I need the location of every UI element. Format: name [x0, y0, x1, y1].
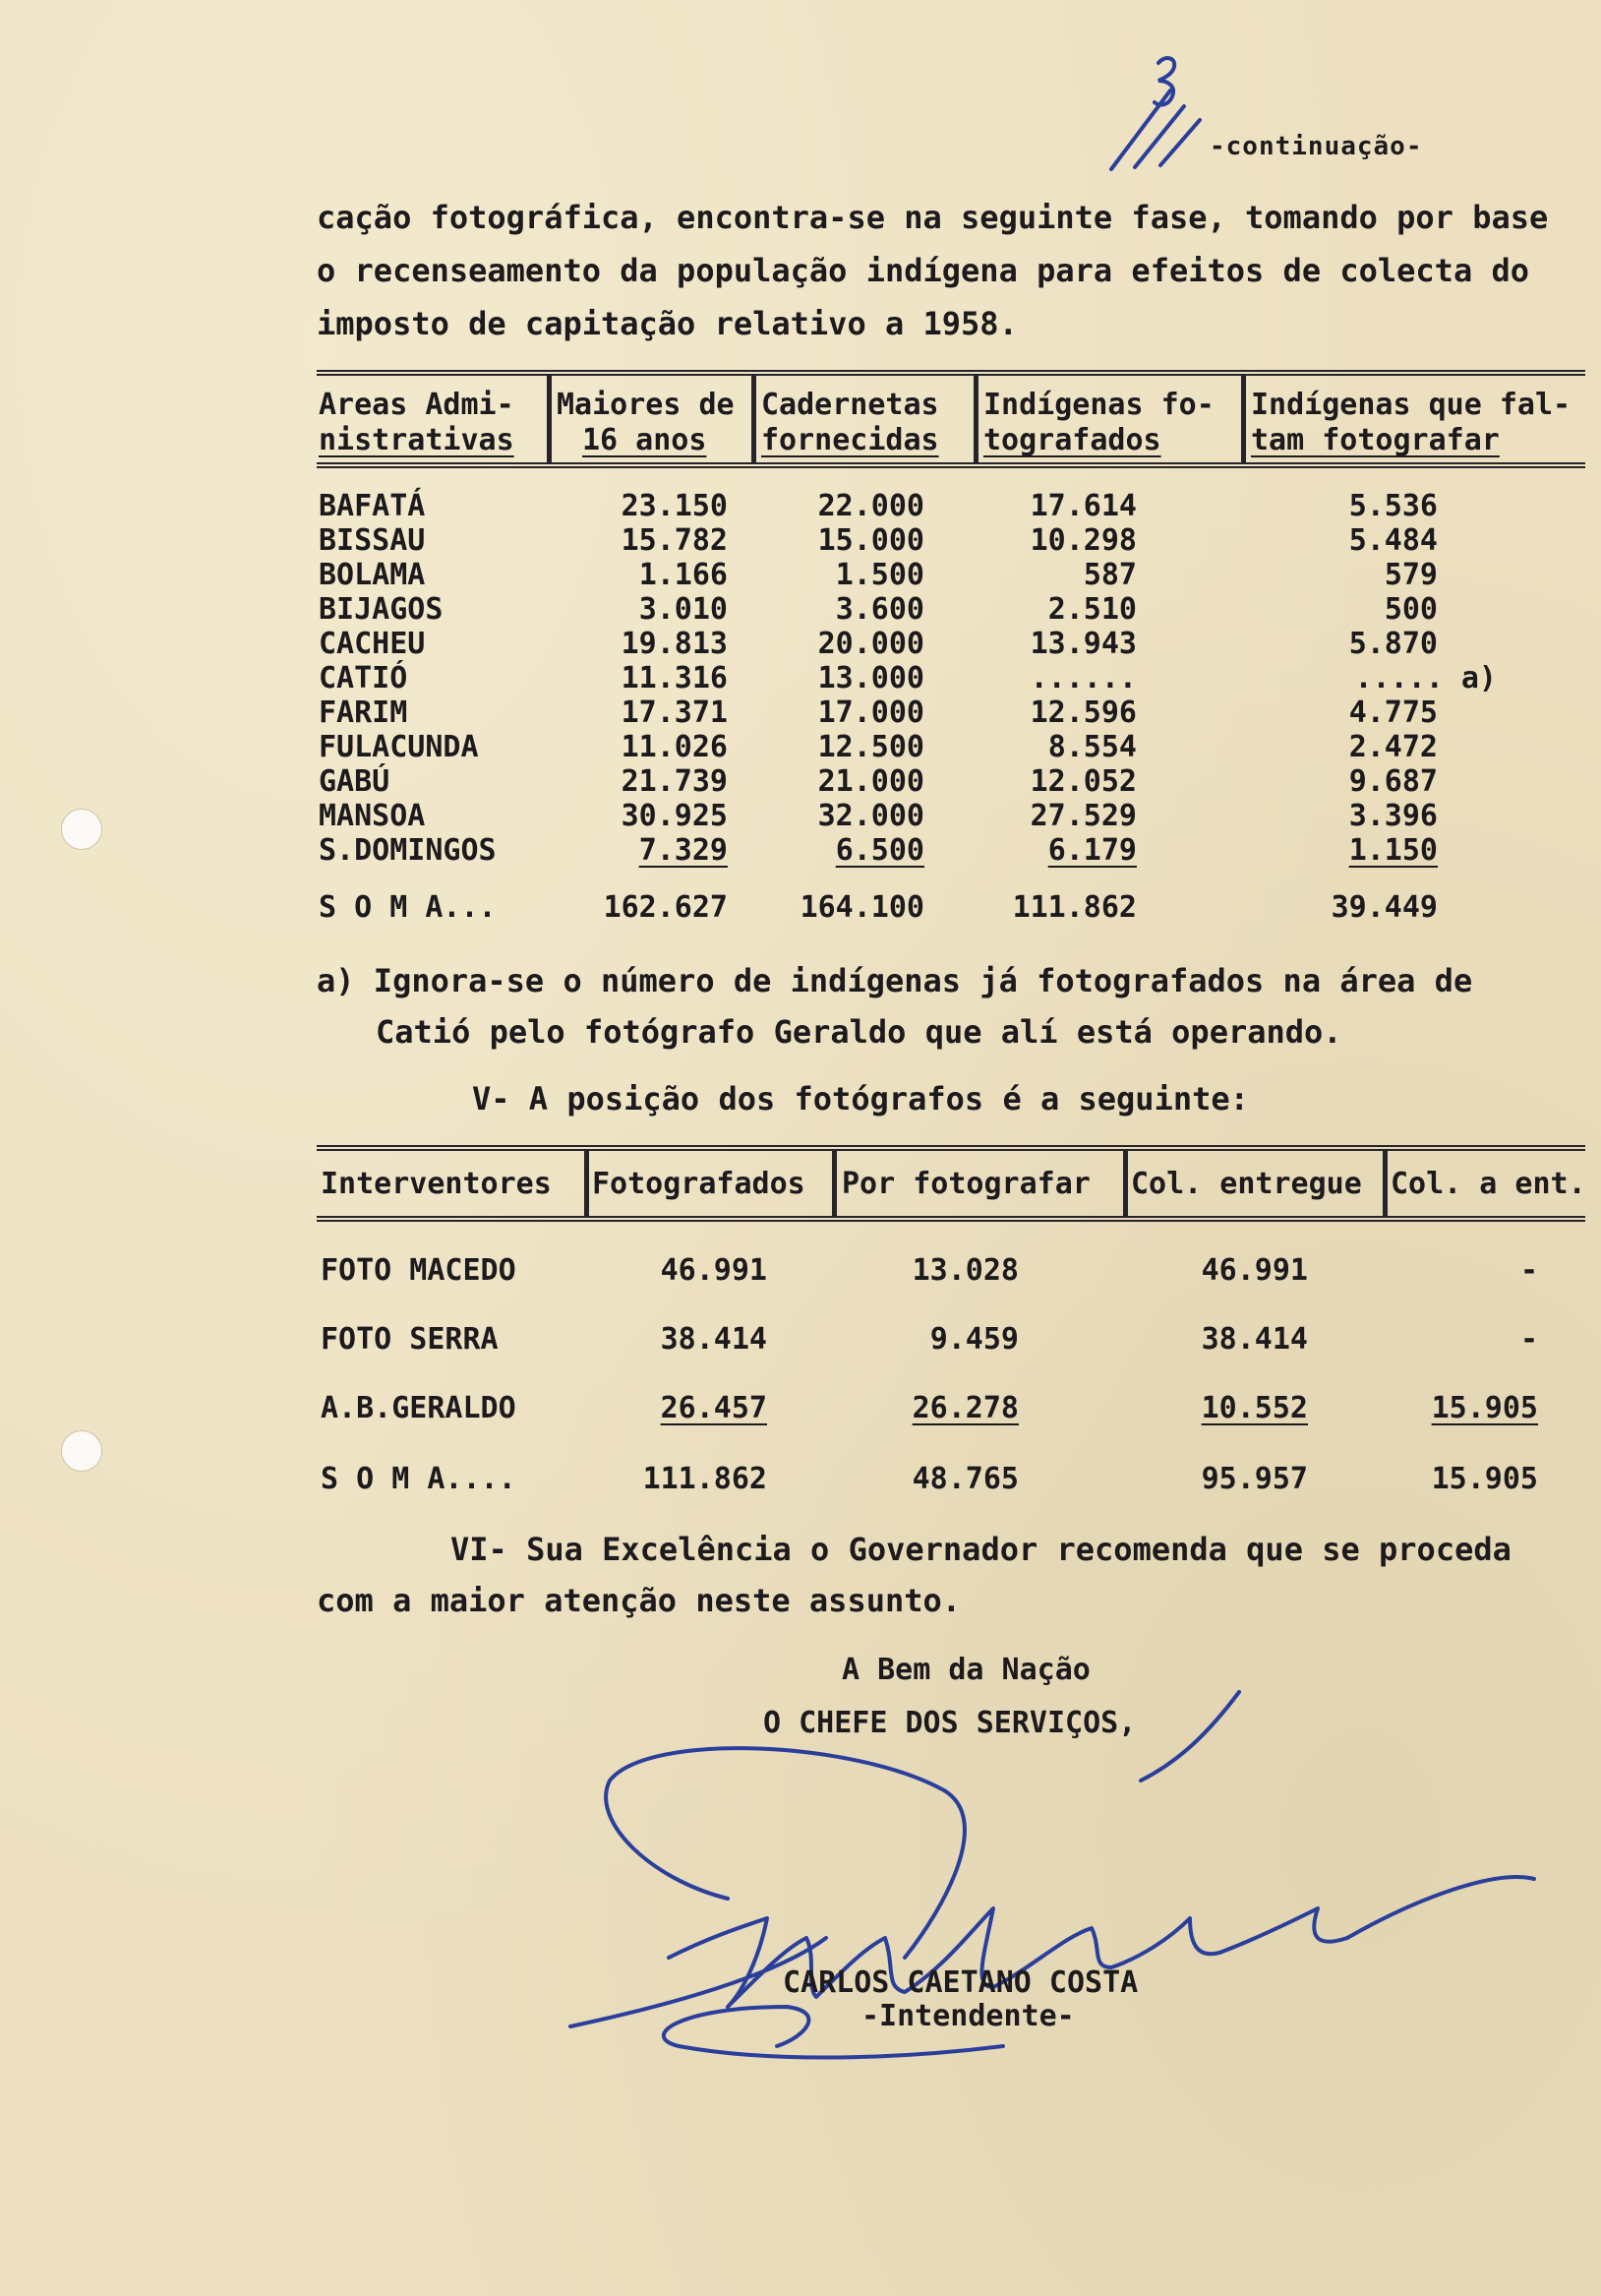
footnote-line-2: Catió pelo fotógrafo Geraldo que alí está operando. — [376, 1013, 1342, 1051]
table1-cell-maiores: 30.925 — [621, 799, 728, 833]
table1-cell-maiores: 7.329 — [638, 833, 728, 868]
table1-top-rule — [317, 370, 1585, 376]
table2-col-divider — [584, 1151, 589, 1216]
table1-cell-maiores: 15.782 — [621, 523, 728, 558]
table1-col-divider — [547, 376, 552, 462]
table1-cell-maiores: 11.316 — [621, 661, 728, 695]
punch-hole-bottom — [61, 1430, 102, 1472]
table1-col-divider — [751, 376, 756, 462]
table1-cell-faltam: 9.687 — [1348, 764, 1438, 799]
table2-cell-a_entregar: - — [1519, 1322, 1538, 1357]
table2-header-entregue: Col. entregue — [1131, 1167, 1362, 1201]
table1-cell-fotografados: 13.943 — [1030, 627, 1137, 661]
table1-cell-faltam: 4.775 — [1348, 695, 1438, 730]
salutation: A Bem da Nação — [842, 1653, 1091, 1687]
table1-cell-fotografados: 10.298 — [1030, 523, 1137, 558]
table2-cell-entregue: 46.991 — [1201, 1253, 1308, 1288]
table1-total-fotografados: 111.862 — [1012, 890, 1137, 925]
table1-cell-area: S.DOMINGOS — [319, 833, 497, 868]
table2-cell-por_fotografar: 13.028 — [912, 1253, 1019, 1288]
table1-cell-faltam: 3.396 — [1348, 799, 1438, 833]
table2-header-fotografados: Fotografados — [592, 1167, 805, 1201]
intro-line-1: cação fotográfica, encontra-se na seguinte fase, tomando por base — [317, 199, 1549, 236]
table1-col-divider — [1241, 376, 1246, 462]
intro-line-2: o recenseamento da população indígena para efeitos de colecta do — [317, 252, 1529, 289]
table2-cell-entregue: 10.552 — [1201, 1391, 1308, 1425]
table1-cell-cadernetas: 12.500 — [817, 730, 924, 764]
table2-total-fotografados: 111.862 — [642, 1462, 767, 1496]
table2-total-label: S O M A.... — [321, 1462, 516, 1496]
table1-cell-fotografados: 27.529 — [1030, 799, 1137, 833]
table1-cell-maiores: 3.010 — [638, 592, 728, 627]
table2-cell-por_fotografar: 9.459 — [929, 1322, 1019, 1357]
table1-header-rule — [317, 462, 1585, 468]
table1-cell-area: FULACUNDA — [319, 730, 479, 764]
table1-total-cadernetas: 164.100 — [800, 890, 924, 925]
table1-cell-cadernetas: 32.000 — [817, 799, 924, 833]
table2-header-a-entregar: Col. a ent. — [1391, 1167, 1586, 1201]
continuation-header: -continuação- — [1210, 132, 1423, 161]
table1-total-label: S O M A... — [319, 890, 497, 925]
table2-cell-entregue: 38.414 — [1201, 1322, 1308, 1357]
table2-cell-fotografados: 46.991 — [660, 1253, 767, 1288]
table1-cell-maiores: 17.371 — [621, 695, 728, 730]
table2-col-divider — [832, 1151, 837, 1216]
table1-header-cadernetas: Cadernetas fornecidas — [761, 388, 939, 457]
table1-cell-maiores: 19.813 — [621, 627, 728, 661]
table1-cell-fotografados: 12.596 — [1030, 695, 1137, 730]
table1-header-faltam: Indígenas que fal- tam fotografar — [1251, 388, 1571, 457]
section-6-line-2: com a maior atenção neste assunto. — [317, 1582, 962, 1619]
table1-cell-area: BOLAMA — [319, 558, 426, 592]
table1-cell-maiores: 23.150 — [621, 489, 728, 523]
table1-cell-faltam: 2.472 — [1348, 730, 1438, 764]
table1-cell-area: BAFATÁ — [319, 489, 426, 523]
table2-header-rule — [317, 1216, 1585, 1222]
section-5-heading: V- A posição dos fotógrafos é a seguinte: — [472, 1080, 1249, 1118]
table2-total-entregue: 95.957 — [1201, 1462, 1308, 1496]
signer-role: O CHEFE DOS SERVIÇOS, — [763, 1706, 1137, 1740]
table1-cell-fotografados: 587 — [1083, 558, 1137, 592]
table1-cell-cadernetas: 21.000 — [817, 764, 924, 799]
table1-cell-fotografados: 12.052 — [1030, 764, 1137, 799]
table2-cell-name: FOTO SERRA — [321, 1322, 499, 1357]
table2-header-interventores: Interventores — [321, 1167, 552, 1201]
table1-cell-cadernetas: 6.500 — [835, 833, 924, 868]
table2-col-divider — [1123, 1151, 1128, 1216]
intro-line-3: imposto de capitação relativo a 1958. — [317, 305, 1018, 342]
table2-cell-fotografados: 38.414 — [660, 1322, 767, 1357]
table2-cell-a_entregar: - — [1519, 1253, 1538, 1288]
table1-cell-maiores: 21.739 — [621, 764, 728, 799]
table1-cell-cadernetas: 22.000 — [817, 489, 924, 523]
section-6-line-1: VI- Sua Excelência o Governador recomenda que se proceda — [450, 1531, 1512, 1568]
signer-name: CARLOS CAETANO COSTA — [783, 1965, 1139, 2000]
table1-cell-faltam: ..... a) — [1354, 661, 1497, 695]
table1-cell-faltam: 5.870 — [1348, 627, 1438, 661]
table2-cell-a_entregar: 15.905 — [1431, 1391, 1538, 1425]
table2-top-rule — [317, 1145, 1585, 1151]
table1-cell-cadernetas: 1.500 — [835, 558, 924, 592]
table1-header-maiores: Maiores de 16 anos — [557, 388, 735, 457]
table1-cell-maiores: 1.166 — [638, 558, 728, 592]
table1-cell-fotografados: 8.554 — [1047, 730, 1137, 764]
table1-header-area: Areas Admi- nistrativas — [319, 388, 514, 457]
table1-cell-cadernetas: 20.000 — [817, 627, 924, 661]
table2-col-divider — [1383, 1151, 1388, 1216]
table1-cell-faltam: 5.484 — [1348, 523, 1438, 558]
table2-header-por-fotografar: Por fotografar — [842, 1167, 1091, 1201]
table1-cell-cadernetas: 17.000 — [817, 695, 924, 730]
footnote-line-1: a) Ignora-se o número de indígenas já fotografados na área de — [317, 962, 1473, 999]
table1-cell-area: BISSAU — [319, 523, 426, 558]
table1-cell-area: GABÚ — [319, 764, 390, 799]
table1-total-faltam: 39.449 — [1331, 890, 1438, 925]
signer-title: -Intendente- — [861, 1999, 1075, 2033]
table1-col-divider — [974, 376, 978, 462]
table1-cell-cadernetas: 15.000 — [817, 523, 924, 558]
table1-cell-cadernetas: 13.000 — [817, 661, 924, 695]
table2-cell-name: A.B.GERALDO — [321, 1391, 516, 1425]
table1-cell-cadernetas: 3.600 — [835, 592, 924, 627]
table2-cell-fotografados: 26.457 — [660, 1391, 767, 1425]
table1-cell-faltam: 579 — [1384, 558, 1438, 592]
table1-cell-area: CATIÓ — [319, 661, 408, 695]
table1-cell-area: CACHEU — [319, 627, 426, 661]
table1-cell-faltam: 500 — [1384, 592, 1438, 627]
table2-total-por_fotografar: 48.765 — [912, 1462, 1019, 1496]
table2-cell-name: FOTO MACEDO — [321, 1253, 516, 1288]
table2-cell-por_fotografar: 26.278 — [912, 1391, 1019, 1425]
table1-cell-area: MANSOA — [319, 799, 426, 833]
table1-cell-maiores: 11.026 — [621, 730, 728, 764]
table1-cell-area: BIJAGOS — [319, 592, 444, 627]
table1-cell-fotografados: 17.614 — [1030, 489, 1137, 523]
table1-cell-faltam: 1.150 — [1348, 833, 1438, 868]
table1-cell-fotografados: 2.510 — [1047, 592, 1137, 627]
table1-header-fotografados: Indígenas fo- tografados — [983, 388, 1215, 457]
table2-total-a_entregar: 15.905 — [1431, 1462, 1538, 1496]
table1-cell-faltam: 5.536 — [1348, 489, 1438, 523]
table1-cell-area: FARIM — [319, 695, 408, 730]
table1-cell-fotografados: 6.179 — [1047, 833, 1137, 868]
table1-cell-fotografados: ...... — [1030, 661, 1137, 695]
handwritten-page-mark — [1101, 51, 1210, 179]
punch-hole-top — [61, 809, 102, 850]
table1-total-maiores: 162.627 — [603, 890, 728, 925]
